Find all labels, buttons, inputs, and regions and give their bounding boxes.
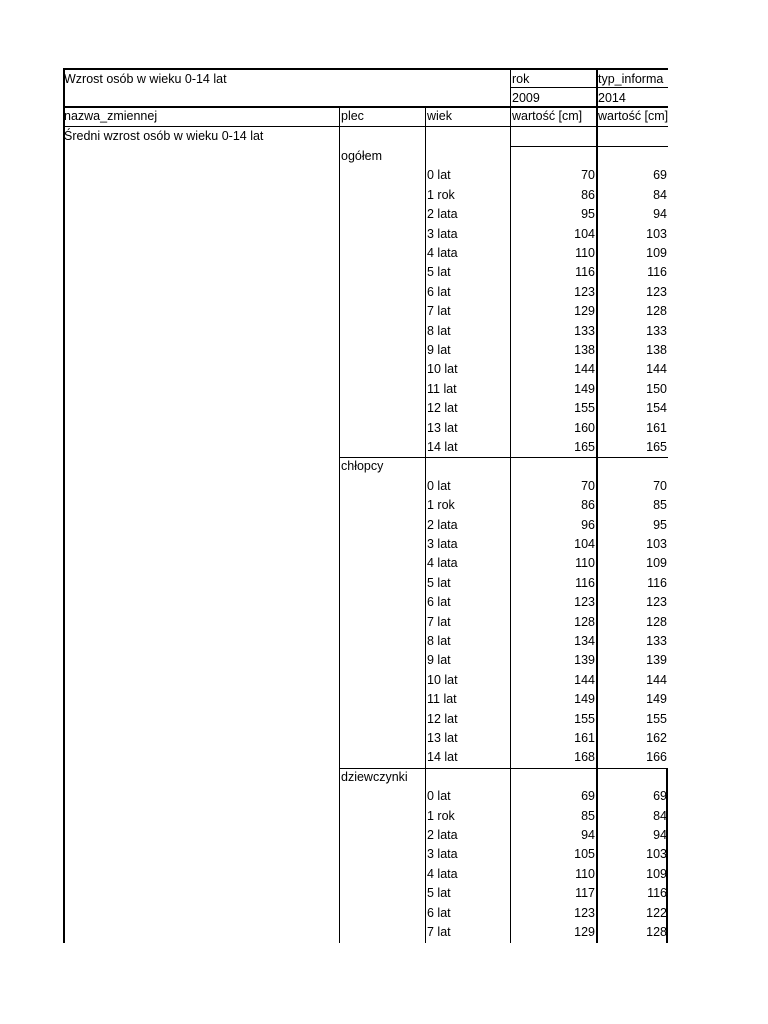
- value-2014: 94: [653, 207, 667, 221]
- value-2009: 69: [581, 789, 595, 803]
- value-2014: 144: [646, 673, 667, 687]
- value-2009: 128: [574, 615, 595, 629]
- age-label: 14 lat: [427, 750, 458, 764]
- age-label: 2 lata: [427, 518, 458, 532]
- value-2009: 110: [575, 556, 595, 570]
- wiek-column-border: [425, 106, 426, 943]
- value-2014: 154: [646, 401, 667, 415]
- value-2009: 95: [581, 207, 595, 221]
- value-2014: 95: [653, 518, 667, 532]
- value-2009: 155: [574, 401, 595, 415]
- age-label: 9 lat: [427, 653, 451, 667]
- value-2009: 104: [574, 537, 595, 551]
- value-2014: 128: [646, 925, 667, 939]
- value-2014: 116: [647, 265, 667, 279]
- table-top-border: [63, 68, 668, 70]
- gender-group-label: chłopcy: [341, 459, 384, 473]
- left-border: [63, 68, 65, 943]
- group-divider: [339, 768, 668, 769]
- value-2009: 168: [574, 750, 595, 764]
- age-label: 12 lat: [427, 712, 458, 726]
- value-2009: 155: [574, 712, 595, 726]
- value-2009: 123: [574, 906, 595, 920]
- value-2009: 117: [575, 886, 595, 900]
- value-2014: 166: [646, 750, 667, 764]
- value-2009: 134: [574, 634, 595, 648]
- value-2014: 150: [646, 382, 667, 396]
- group-divider: [339, 457, 668, 458]
- gender-group-label: dziewczynki: [341, 770, 408, 784]
- value-2009: 144: [574, 362, 595, 376]
- rok-header: rok: [512, 72, 530, 86]
- value-2014: 165: [646, 440, 667, 454]
- value-2014: 69: [653, 789, 667, 803]
- value-2014: 109: [646, 246, 667, 260]
- value-2009: 123: [574, 285, 595, 299]
- value-2009: 138: [574, 343, 595, 357]
- value-2009: 94: [581, 828, 595, 842]
- column-header-nazwa: nazwa_zmiennej: [64, 109, 158, 123]
- age-label: 4 lata: [427, 246, 458, 260]
- value-2009: 86: [581, 498, 595, 512]
- age-label: 1 rok: [427, 809, 455, 823]
- age-label: 4 lata: [427, 556, 458, 570]
- age-label: 12 lat: [427, 401, 458, 415]
- age-label: 13 lat: [427, 421, 458, 435]
- table-title: Wzrost osób w wieku 0-14 lat: [64, 72, 227, 86]
- value-2014: 144: [646, 362, 667, 376]
- value-2009: 116: [575, 265, 595, 279]
- age-label: 5 lat: [427, 886, 451, 900]
- value-2009: 70: [581, 168, 595, 182]
- value-2014: 84: [653, 809, 667, 823]
- value-2009: 85: [581, 809, 595, 823]
- column-header-wiek: wiek: [427, 109, 453, 123]
- age-label: 10 lat: [427, 362, 458, 376]
- value-2014: 123: [646, 285, 667, 299]
- value-2014: 155: [646, 712, 667, 726]
- value-2009: 105: [574, 847, 595, 861]
- value-2014-left-border: [596, 68, 598, 943]
- value-2009: 86: [581, 188, 595, 202]
- rok-divider: [510, 87, 668, 88]
- value-2014: 133: [646, 324, 667, 338]
- value-2014: 161: [646, 421, 667, 435]
- age-label: 5 lat: [427, 576, 451, 590]
- value-2014: 123: [646, 595, 667, 609]
- age-label: 8 lat: [427, 634, 451, 648]
- value-2009: 110: [575, 867, 595, 881]
- age-label: 10 lat: [427, 673, 458, 687]
- age-label: 0 lat: [427, 789, 451, 803]
- age-label: 11 lat: [427, 692, 457, 706]
- age-label: 0 lat: [427, 168, 451, 182]
- value-2009: 96: [581, 518, 595, 532]
- age-label: 3 lata: [427, 537, 458, 551]
- age-label: 4 lata: [427, 867, 458, 881]
- value-2014: 128: [646, 615, 667, 629]
- year-2014: 2014: [598, 91, 626, 105]
- value-2014: 103: [646, 227, 667, 241]
- age-label: 7 lat: [427, 925, 451, 939]
- age-label: 2 lata: [427, 828, 458, 842]
- value-2009: 129: [574, 925, 595, 939]
- age-label: 7 lat: [427, 615, 451, 629]
- variable-row-bottom-border: [510, 146, 668, 147]
- value-2009: 70: [581, 479, 595, 493]
- age-label: 9 lat: [427, 343, 451, 357]
- age-label: 6 lat: [427, 906, 451, 920]
- year-2009: 2009: [512, 91, 540, 105]
- value-2014: 139: [646, 653, 667, 667]
- value-2014: 84: [653, 188, 667, 202]
- value-2014: 116: [647, 576, 667, 590]
- value-2014: 103: [646, 847, 667, 861]
- value-2014: 122: [646, 906, 667, 920]
- value-2014: 133: [646, 634, 667, 648]
- age-label: 1 rok: [427, 188, 455, 202]
- age-label: 13 lat: [427, 731, 458, 745]
- age-label: 0 lat: [427, 479, 451, 493]
- spreadsheet-table: [63, 68, 668, 943]
- age-label: 6 lat: [427, 595, 451, 609]
- age-label: 14 lat: [427, 440, 458, 454]
- age-label: 8 lat: [427, 324, 451, 338]
- value-2014: 103: [646, 537, 667, 551]
- value-2009: 144: [574, 673, 595, 687]
- value-2014: 94: [653, 828, 667, 842]
- value-2009: 149: [574, 382, 595, 396]
- value-2014: 149: [646, 692, 667, 706]
- value-2009-left-border: [510, 68, 511, 943]
- value-2014: 70: [653, 479, 667, 493]
- value-2009: 123: [574, 595, 595, 609]
- value-2014: 116: [647, 886, 667, 900]
- age-label: 1 rok: [427, 498, 455, 512]
- value-2009: 110: [575, 246, 595, 260]
- age-label: 3 lata: [427, 847, 458, 861]
- age-label: 5 lat: [427, 265, 451, 279]
- age-label: 3 lata: [427, 227, 458, 241]
- value-2014: 128: [646, 304, 667, 318]
- value-2009: 139: [574, 653, 595, 667]
- column-header-bottom-border: [63, 126, 668, 127]
- value-2009: 149: [574, 692, 595, 706]
- value-2014: 109: [646, 556, 667, 570]
- column-header-value-2014: wartość [cm]: [598, 109, 668, 123]
- value-2009: 129: [574, 304, 595, 318]
- age-label: 11 lat: [427, 382, 457, 396]
- value-2014: 162: [646, 731, 667, 745]
- variable-name: Średni wzrost osób w wieku 0-14 lat: [64, 129, 264, 143]
- gender-group-label: ogółem: [341, 149, 382, 163]
- value-2009: 160: [574, 421, 595, 435]
- right-border: [666, 768, 668, 943]
- value-2009: 165: [574, 440, 595, 454]
- value-2014: 69: [653, 168, 667, 182]
- value-2009: 161: [574, 731, 595, 745]
- typ-informacji-header: typ_informa: [598, 72, 664, 86]
- column-header-top-border: [63, 106, 668, 108]
- value-2009: 133: [574, 324, 595, 338]
- value-2009: 104: [574, 227, 595, 241]
- value-2014: 138: [646, 343, 667, 357]
- column-header-value-2009: wartość [cm]: [512, 109, 583, 123]
- age-label: 2 lata: [427, 207, 458, 221]
- value-2014: 85: [653, 498, 667, 512]
- value-2014: 109: [646, 867, 667, 881]
- age-label: 7 lat: [427, 304, 451, 318]
- age-label: 6 lat: [427, 285, 451, 299]
- column-header-plec: plec: [341, 109, 364, 123]
- value-2009: 116: [575, 576, 595, 590]
- plec-column-border: [339, 106, 340, 943]
